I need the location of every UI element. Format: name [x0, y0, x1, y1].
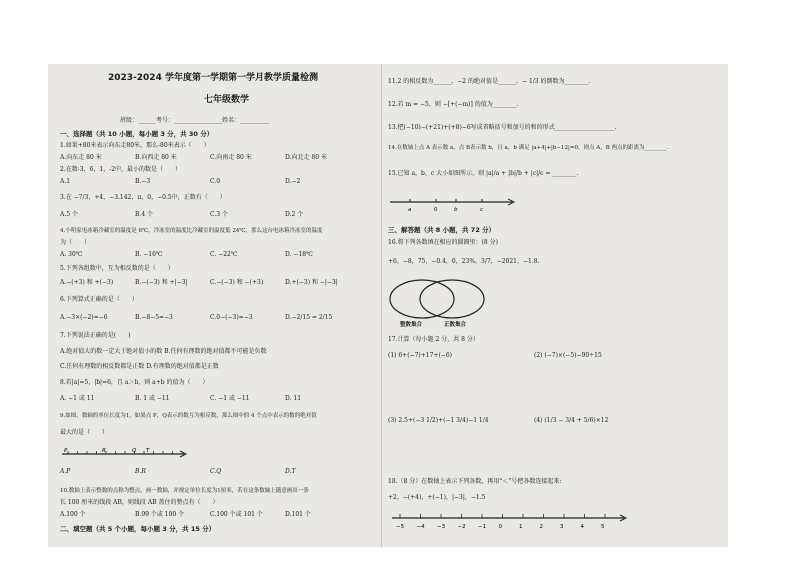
q18-tick-label: 4: [580, 524, 584, 530]
question-11: 11.2 的相反数为______，−2 的绝对值是______，− 1/3 的倒数为________.: [388, 78, 591, 85]
page-fold-divider: [381, 64, 382, 547]
q18-tick-label: −3: [437, 524, 446, 530]
option-b[interactable]: B.−(−3) 和 +|−3|: [135, 279, 188, 286]
question-7-options-cd[interactable]: C.任何有理数的相反数都是正数 D.有理数的绝对值都是正数: [60, 363, 219, 370]
option-a[interactable]: A.100 个: [60, 511, 86, 518]
q18-tick-label: −2: [457, 524, 466, 530]
q18-tick-label: −4: [416, 524, 425, 530]
option-c[interactable]: C.−(−3) 和 −(+3): [210, 279, 264, 286]
question-10: 10.数轴上表示整数的点称为整点，画一数轴，并规定单位长度为1厘米，若在这条数轴上随意画出一条: [60, 488, 309, 494]
option-a[interactable]: A.5 个: [60, 211, 78, 218]
option-a[interactable]: A.−(+3) 和 +(−3): [60, 279, 114, 286]
option-c[interactable]: C.100 个或 101 个: [210, 511, 263, 518]
question-7-options-ab[interactable]: A.绝对值大的数一定大于绝对值小的数 B.任何有理数的绝对值都不可能是负数: [60, 348, 267, 355]
question-4: 4.小明家电冰箱冷藏室的温度是 6℃，冷冻室的温度比冷藏室的温度低 24℃，那么这台电冰箱冷冻室的温度: [60, 228, 323, 234]
question-17-part-4: (4) (1/3 − 3/4 + 5/6)×12: [534, 417, 609, 424]
axis-label-b: b: [454, 207, 458, 213]
option-d[interactable]: D.−2/15 = 2/15: [285, 314, 333, 321]
question-9-options: [60, 468, 360, 476]
option-a[interactable]: A.1: [60, 178, 71, 185]
question-16: 16.将下列各数填在相应的圆圈里：(8 分): [388, 239, 498, 246]
q18-tick-label: 0: [498, 524, 502, 530]
option-b[interactable]: B.4 个: [135, 211, 154, 218]
question-8-options: [60, 395, 360, 403]
question-5: 5.下列各组数中，互为相反数的是（ ）: [60, 265, 174, 272]
option-b[interactable]: B. 1 或 −11: [135, 395, 170, 402]
question-10-options: [60, 511, 360, 519]
option-a[interactable]: A.向东走 80 米: [60, 154, 102, 161]
question-6-options: [60, 314, 360, 322]
question-9-cont: 最大的是（ ）: [60, 429, 109, 436]
question-17: 17.计算（每小题 2 分，共 8 分）: [388, 336, 479, 343]
axis-label-r: R: [102, 448, 106, 454]
q15-number-line: [388, 196, 518, 214]
exam-subtitle: 七年级数学: [204, 95, 250, 105]
section-1-heading: 一、选择题（共 10 小题，每小题 3 分，共 30 分）: [60, 130, 214, 138]
exam-title: 2023-2024 学年度第一学期第一学月教学质量检测: [108, 73, 318, 83]
option-b[interactable]: B.−8−5=−3: [135, 314, 173, 321]
question-17-part-2: (2) (−7)×(−5)−90÷15: [534, 352, 602, 359]
option-a[interactable]: A. −1 或 11: [60, 395, 95, 402]
axis-label-p: P: [64, 448, 68, 454]
axis-label-a: a: [408, 207, 412, 213]
set-label-integers: 整数集合: [400, 322, 423, 328]
question-2: 2.在数-3，6，1，-2中，最小的数是（ ）: [60, 166, 182, 173]
option-d[interactable]: D.+(−3) 和 −|−3|: [285, 279, 338, 286]
question-4-options: [60, 251, 360, 259]
q18-tick-label: 1: [519, 524, 523, 530]
section-2-heading: 二、填空题（共 5 个小题，每小题 3 分，共 15 分）: [60, 525, 216, 533]
option-b[interactable]: B.向西走 80 米: [135, 154, 177, 161]
option-d[interactable]: D.T: [285, 468, 296, 475]
question-17-part-1: (1) 6+(−7)+17+(−6): [388, 352, 452, 359]
q18-tick-label: 2: [539, 524, 543, 530]
q18-tick-label: 5: [601, 524, 605, 530]
axis-label-c: c: [480, 207, 484, 213]
question-3-options: [60, 211, 360, 219]
option-d[interactable]: D. 11: [285, 395, 302, 402]
option-d[interactable]: D. −18℃: [285, 251, 313, 258]
q18-tick-label: −1: [478, 524, 487, 530]
option-b[interactable]: B.−3: [135, 178, 151, 185]
question-12: 12.若 m = −5，则 −[+(−m)] 的值为________.: [388, 101, 519, 108]
option-b[interactable]: B.99 个或 100 个: [135, 511, 185, 518]
exam-sheet: [48, 64, 728, 547]
q18-number-line: [390, 512, 630, 536]
option-c[interactable]: C. −22℃: [210, 251, 238, 258]
set-label-positive: 正数集合: [444, 322, 467, 328]
option-c[interactable]: C.0−(−3)=−3: [210, 314, 253, 321]
option-c[interactable]: C.3 个: [210, 211, 229, 218]
option-b[interactable]: B.R: [135, 468, 146, 475]
option-c[interactable]: C.0: [210, 178, 221, 185]
option-d[interactable]: D.101 个: [285, 511, 311, 518]
question-7: 7.下列说法正确的是( ): [60, 332, 131, 339]
option-c[interactable]: C.Q: [210, 468, 222, 475]
option-a[interactable]: A. 30℃: [60, 251, 83, 258]
question-16-numbers: +6，−8，75，−0.4，0，23%，3/7，−2021，−1.8.: [388, 258, 540, 265]
q18-tick-label: −5: [396, 524, 405, 530]
question-15: 15.已知 a，b，c 大小如图所示，则 |a|/a + |b|/b + |c|/c = ________.: [388, 170, 579, 177]
axis-label-t: T: [146, 448, 150, 454]
option-c[interactable]: C. −1 或 −11: [210, 395, 250, 402]
question-18: 18.（8 分）在数轴上表示下列各数，再用“＜”号把各数连接起来:: [388, 478, 562, 485]
option-c[interactable]: C.向南走 80 米: [210, 154, 252, 161]
question-1: 1.如果+80米表示向东走80米，那么-80米表示（ ）: [60, 142, 210, 149]
student-info-line: 班级：______考号：________________姓名：__________: [120, 117, 271, 124]
question-10-cont: 长 100 厘米的线段 AB，则线段 AB 盖住的整点有（ ）: [60, 499, 219, 506]
question-5-options: [60, 279, 360, 287]
question-3: 3.在 −7/3，+4，−3.142，π，0，−0.5中，正数有（ ）: [60, 194, 226, 201]
question-13: 13.把(−10)−(+21)+(+8)−6写成省略括号和加号的和的形式____________________.: [388, 124, 617, 131]
question-8: 8.若|a|=5，|b|=6，且 a＞b，则 a+b 的值为（ ）: [60, 379, 209, 386]
axis-label-zero: 0: [434, 207, 438, 213]
axis-label-q: Q: [132, 448, 137, 454]
option-a[interactable]: A.−3×(−2)=−6: [60, 314, 108, 321]
positive-set-circle[interactable]: [420, 280, 484, 318]
question-14: 14.在数轴上点 A 表示数 a，点 B表示数 b，且 a，b 满足 |a+4|+|b−12|=0，则点 A，B 两点的距离为________.: [388, 145, 669, 151]
integer-set-circle[interactable]: [390, 280, 454, 318]
option-d[interactable]: D.向北走 80 米: [285, 154, 327, 161]
option-d[interactable]: D.−2: [285, 178, 301, 185]
question-6: 6.下列算式正确的是（ ）: [60, 296, 138, 303]
section-3-heading: 三、解答题（共 8 小题，共 72 分）: [388, 226, 496, 234]
q18-tick-label: 3: [560, 524, 564, 530]
question-17-part-3: (3) 2.5+(−3 1/2)+(−1 3/4)−1 1/4: [388, 417, 489, 424]
option-d[interactable]: D.2 个: [285, 211, 304, 218]
question-9: 9.如图，数轴的单位长度为1，如果点 P，Q表示的数互为相反数，那么图中的 4 个点中表示的数的绝对值: [60, 413, 317, 419]
question-18-numbers: +2，−(+4)，+(−1)，|−3|，−1.5: [388, 494, 486, 501]
question-2-options: [60, 178, 360, 186]
question-4-cont: 为（ ）: [60, 239, 91, 246]
option-b[interactable]: B. −16℃: [135, 251, 163, 258]
option-a[interactable]: A.P: [60, 468, 71, 475]
q9-number-line: [60, 444, 190, 462]
question-1-options: [60, 154, 360, 162]
